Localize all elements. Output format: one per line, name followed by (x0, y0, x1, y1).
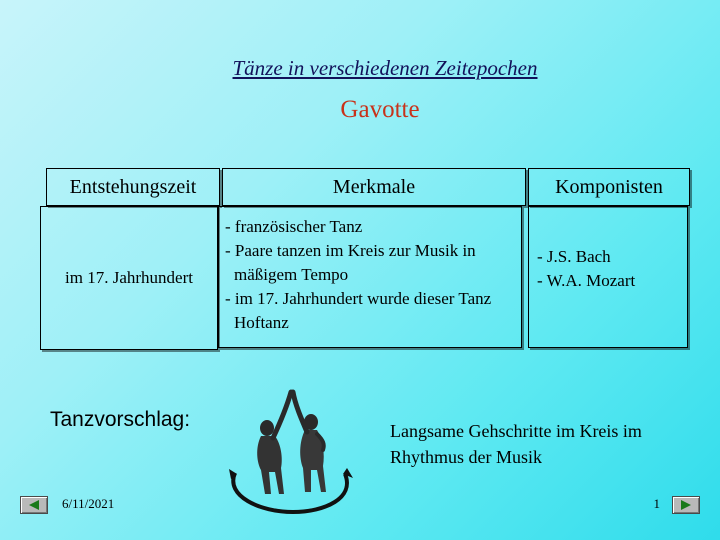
cell-entstehungszeit (40, 206, 218, 350)
cell-komponisten (528, 206, 688, 348)
dance-name-heading: Gavotte (340, 96, 420, 123)
komponist-item: - J.S. Bach (537, 247, 611, 266)
merkmale-list (225, 215, 515, 335)
slide-number: 1 (653, 496, 660, 511)
merkmal-item: - französischer Tanz (225, 217, 363, 236)
nav-forward-icon (679, 499, 693, 511)
header-merkmale-label: Merkmale (332, 175, 416, 198)
komponisten-list (537, 245, 687, 293)
suggestion-text: Langsame Gehschritte im Kreis im Rhythmus der Musik (390, 421, 642, 467)
header-komponisten (528, 168, 690, 206)
merkmal-item: - Paare tanzen im Kreis zur Musik in mäßigem Tempo (225, 241, 476, 284)
header-merkmale (222, 168, 526, 206)
nav-back-button[interactable] (20, 496, 48, 514)
merkmal-item: - im 17. Jahrhundert wurde dieser Tanz Hoftanz (225, 289, 492, 332)
nav-back-icon (27, 499, 41, 511)
header-entstehungszeit (46, 168, 220, 206)
dancing-couple-clipart (225, 378, 360, 516)
komponist-item: - W.A. Mozart (537, 271, 636, 290)
header-entstehungszeit-label: Entstehungszeit (69, 175, 197, 198)
slide-title: Tänze in verschiedenen Zeitepochen (232, 56, 538, 80)
entstehungszeit-value: im 17. Jahrhundert (65, 268, 193, 287)
nav-forward-button[interactable] (672, 496, 700, 514)
header-komponisten-label: Komponisten (555, 175, 663, 198)
cell-merkmale (218, 206, 522, 348)
footer-date: 6/11/2021 (62, 496, 115, 511)
suggestion-label: Tanzvorschlag: (50, 408, 191, 431)
